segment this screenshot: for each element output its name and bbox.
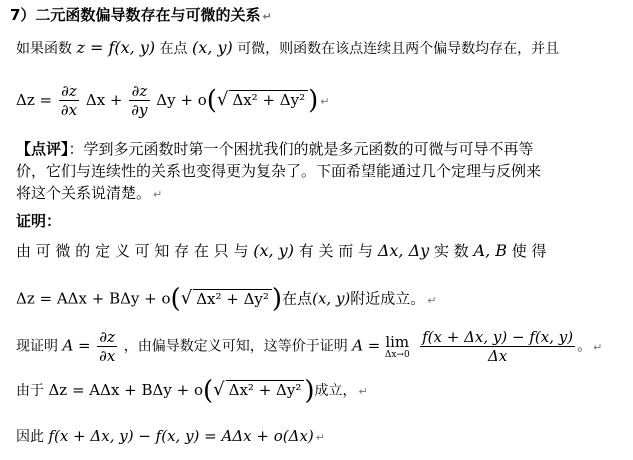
line1-mid: 在点: [159, 41, 188, 57]
line3-end: 。: [577, 338, 592, 355]
eq2-radicand: Δx² + Δy²: [193, 289, 272, 308]
eq1-dx-term: Δx +: [85, 91, 123, 109]
comment-line3: 将这个关系说清楚。: [16, 184, 152, 202]
eq2-point: (x, y): [312, 289, 351, 308]
proof-line-3: [16, 328, 602, 365]
limit-operator: [385, 334, 410, 360]
eq2-tail2: 附近成立。: [350, 289, 426, 308]
line3-A2: A =: [352, 336, 381, 355]
eq2-tail1: 在点: [282, 289, 313, 308]
heading-text: 7）二元函数偏导数存在与可微的关系: [10, 6, 261, 24]
paragraph-mark: ↵: [427, 293, 437, 307]
paragraph-mark: ↵: [315, 431, 325, 444]
partial-z-over-x-2: [97, 328, 117, 365]
lim-sub: Δx→0: [384, 349, 410, 360]
line5-formula: f(x + Δx, y) − f(x, y) = AΔx + o(Δx): [48, 427, 314, 445]
partial-z-over-y: [129, 82, 149, 119]
line1-point: (x, y): [192, 38, 233, 57]
proof-line-1: [16, 240, 547, 261]
line3-dx: ∂x: [99, 347, 116, 365]
line2-vars: Δx, Δy: [377, 241, 430, 260]
line2-text3: 实 数: [433, 242, 469, 260]
paragraph-mark: ↵: [320, 95, 330, 108]
proof-label: [16, 210, 61, 231]
eq1-dz2: ∂z: [129, 82, 149, 101]
line5-prefix: 因此: [16, 429, 44, 445]
partial-z-over-x: [59, 82, 79, 119]
sqrt-sign: √: [180, 287, 193, 309]
eq1-dz: ∂z: [59, 82, 79, 101]
paragraph-mark: ↵: [593, 340, 603, 354]
comment-line2: 价，它们与连续性的关系也变得更为复杂了。下面希望能通过几个定理与反例来: [16, 162, 542, 180]
line3-dz: ∂z: [97, 328, 117, 347]
difference-quotient: [420, 328, 575, 365]
paren-close: ): [271, 284, 283, 314]
line4-suffix: 成立，: [314, 383, 357, 399]
line4-prefix: 由于: [16, 383, 44, 399]
paren-open: (: [206, 85, 217, 116]
paren-open: (: [203, 376, 214, 406]
eq1-dy: ∂y: [131, 101, 148, 119]
eq2-lhs: Δz = AΔx + BΔy + o: [16, 289, 171, 308]
line2-text1: 由 可 微 的 定 义 可 知 存 在 只 与: [16, 242, 249, 260]
line2-point: (x, y): [253, 241, 294, 260]
proof-line-5: [16, 426, 325, 446]
comment-label: 【点评】: [16, 140, 69, 158]
eq1-dx: ∂x: [60, 101, 78, 119]
paren-close: ): [304, 376, 315, 406]
line3-A: A =: [62, 336, 91, 355]
comment-line1: ：学到多元函数时第一个困扰我们的就是多元函数的可微与可导不再等: [68, 140, 534, 158]
paren-close: ): [308, 85, 319, 116]
differential-equation: [16, 82, 330, 119]
comment-block: [16, 138, 541, 206]
line3-mid: ，由偏导数定义可知，这等价于证明: [123, 338, 348, 355]
line2-text2: 有 关 而 与: [298, 242, 374, 260]
paragraph-mark: ↵: [262, 10, 272, 23]
line1-suffix: 可微，则函数在该点连续且两个偏导数均存在，并且: [237, 41, 560, 57]
proof-equation-2: [16, 284, 437, 314]
eq1-lhs: Δz =: [16, 91, 53, 109]
eq1-radicand: Δx² + Δy²: [229, 90, 308, 109]
paragraph-mark: ↵: [358, 385, 368, 398]
line4-formula: Δz = AΔx + BΔy + o: [48, 381, 203, 399]
proof-line-4: [16, 376, 368, 406]
line3-num: f(x + Δx, y) − f(x, y): [422, 328, 574, 346]
line3-den: Δx: [487, 347, 508, 365]
statement-line: [16, 38, 559, 58]
line1-formula: z = f(x, y): [76, 38, 156, 57]
line2-text4: 使 得: [511, 242, 547, 260]
eq1-dy-term: Δy + o: [156, 91, 207, 109]
line1-prefix: 如果函数: [16, 41, 72, 57]
paragraph-mark: ↵: [153, 188, 163, 201]
line4-radicand: Δx² + Δy²: [226, 380, 305, 399]
sqrt-sign: √: [216, 89, 229, 110]
section-heading: [10, 4, 272, 25]
proof-label-text: 证明：: [16, 212, 62, 230]
sqrt-sign: √: [213, 379, 225, 400]
line3-prefix: 现证明: [16, 338, 58, 355]
line2-ab: A, B: [473, 241, 507, 260]
paren-open: (: [170, 284, 181, 314]
lim-word: lim: [385, 332, 410, 351]
